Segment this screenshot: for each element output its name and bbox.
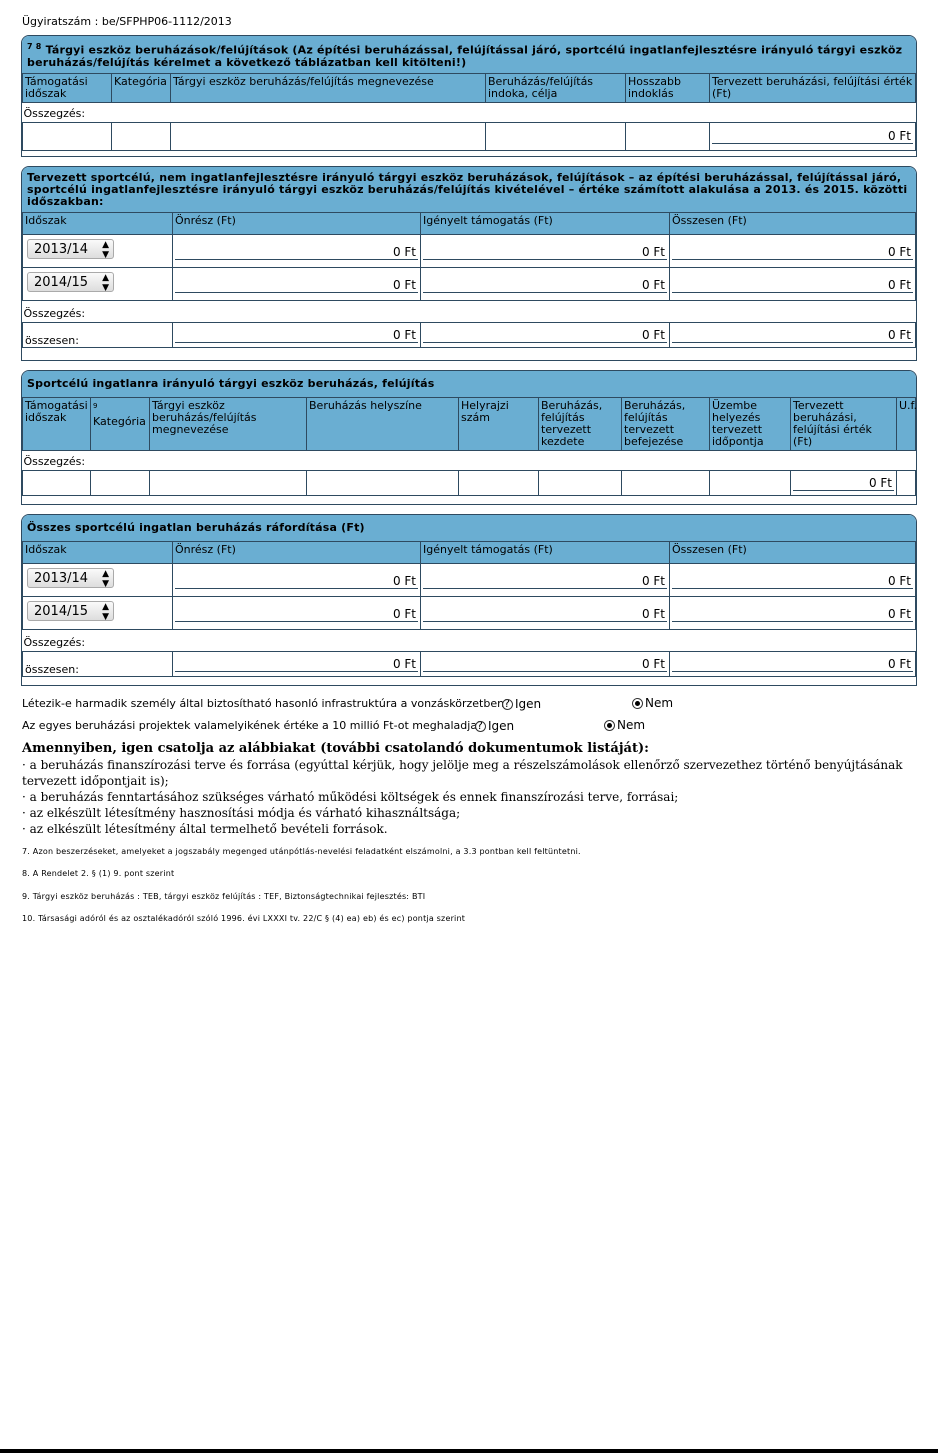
sum-support-value: 0 Ft	[423, 656, 667, 672]
support-field[interactable]	[421, 235, 670, 268]
summary-cell	[622, 471, 710, 496]
col-header: Tervezett beruházási, felújítási érték (Ft)	[791, 398, 897, 451]
q2-no-option[interactable]	[604, 718, 645, 732]
col-header: Támogatási időszak	[23, 73, 112, 102]
sum-total-field[interactable]	[670, 652, 916, 677]
summary-cell	[112, 122, 171, 150]
summary-cell	[23, 122, 112, 150]
section-property-investment	[21, 370, 917, 505]
section-title	[22, 36, 916, 73]
support-value: 0 Ft	[423, 606, 667, 622]
total-field[interactable]	[670, 597, 916, 630]
summary-value: 0 Ft	[793, 475, 894, 491]
table-row	[23, 564, 916, 597]
total-field[interactable]	[670, 564, 916, 597]
sum-total-value: 0 Ft	[672, 656, 913, 672]
col-header: Üzembe helyezés tervezett időpontja	[710, 398, 791, 451]
col-header: Beruházás/felújítás indoka, célja	[486, 73, 626, 102]
question-third-party-infra: Létezik-e harmadik személy által biztosítható hasonló infrastruktúra a vonzáskörzetben?	[22, 697, 510, 710]
attachment-item: · az elkészült létesítmény hasznosítási módja és várható kihasználtsága;	[22, 806, 461, 820]
period-select[interactable]	[27, 568, 114, 588]
footnote-ref: 7 8	[27, 42, 42, 51]
summary-cell	[486, 122, 626, 150]
support-field[interactable]	[421, 564, 670, 597]
period-select[interactable]	[27, 239, 114, 259]
period-select[interactable]	[27, 272, 114, 292]
summary-row	[23, 652, 916, 677]
support-value: 0 Ft	[423, 244, 667, 260]
col-header: Összesen (Ft)	[670, 213, 916, 235]
summary-value: 0 Ft	[712, 128, 913, 144]
attachments-heading: Amennyiben, igen csatolja az alábbiakat (további csatolandó dokumentumok listáját):	[22, 741, 649, 756]
attachment-item: · a beruházás fenntartásához szükséges várható működési költségek és ennek finanszírozási terve, forrásai;	[22, 790, 679, 804]
sum-own-value: 0 Ft	[175, 327, 418, 343]
summary-row	[23, 122, 916, 150]
summary-cell	[23, 471, 91, 496]
total-property-expense-table	[22, 541, 916, 677]
sum-total-value: 0 Ft	[672, 327, 913, 343]
sum-total-field[interactable]	[670, 323, 916, 348]
summary-label: Összegzés:	[23, 301, 916, 323]
total-value: 0 Ft	[672, 606, 913, 622]
total-field[interactable]	[670, 235, 916, 268]
own-field[interactable]	[173, 235, 421, 268]
updown-icon: ▲ ▼	[102, 273, 109, 293]
own-field[interactable]	[173, 597, 421, 630]
q1-yes-option[interactable]	[502, 697, 541, 711]
support-field[interactable]	[421, 268, 670, 301]
footnote: 9. Tárgyi eszköz beruházás : TEB, tárgyi eszköz felújítás : TEF, Biztonságtechnikai fejlesztés: BTI	[22, 892, 426, 901]
radio-selected-icon[interactable]	[632, 698, 643, 709]
radio-icon[interactable]	[502, 699, 513, 710]
section-asset-investments	[21, 35, 917, 157]
summary-cell	[626, 122, 710, 150]
table-header-row	[23, 213, 916, 235]
question-over-10-million: Az egyes beruházási projektek valamelyikének értéke a 10 millió Ft-ot meghaladja?	[22, 719, 483, 732]
sum-own-field[interactable]	[173, 652, 421, 677]
summary-cell	[897, 471, 916, 496]
sum-support-field[interactable]	[421, 652, 670, 677]
summary-row	[23, 471, 916, 496]
col-header: Időszak	[23, 213, 173, 235]
summary-value-field[interactable]	[710, 122, 916, 150]
summary-cell	[459, 471, 539, 496]
section-title: Sportcélú ingatlanra irányuló tárgyi eszköz beruházás, felújítás	[22, 371, 916, 397]
period-select-value: 2014/15	[34, 275, 89, 290]
total-label: összesen:	[23, 323, 173, 348]
q2-no-label: Nem	[617, 718, 646, 732]
page-bottom-border	[0, 1449, 938, 1453]
col-header-text: Kategória	[93, 414, 146, 428]
summary-cell	[91, 471, 150, 496]
col-header: Időszak	[23, 542, 173, 564]
summary-cell	[307, 471, 459, 496]
summary-cell	[150, 471, 307, 496]
summary-value-field[interactable]	[791, 471, 897, 496]
table-row	[23, 597, 916, 630]
total-value: 0 Ft	[672, 244, 913, 260]
radio-selected-icon[interactable]	[604, 720, 615, 731]
own-value: 0 Ft	[175, 606, 418, 622]
sum-own-field[interactable]	[173, 323, 421, 348]
updown-icon: ▲ ▼	[102, 602, 109, 622]
q1-yes-label: Igen	[515, 697, 542, 711]
table-row	[23, 235, 916, 268]
section-title-text: Tárgyi eszköz beruházások/felújítások (Az építési beruházással, felújítással járó, sportcélú ingatlanfejlesztésre irányuló tárgyi eszköz beruházás/felújítás kérelmet a következő táblázatban kell kitölteni!)	[27, 43, 903, 69]
footnote: 7. Azon beszerzéseket, amelyeket a jogszabály megenged utánpótlás-nevelési feladatként elszámolni, a 3.3 pontban kell feltüntetni.	[22, 847, 581, 856]
q1-no-label: Nem	[645, 696, 674, 710]
col-header: Helyrajzi szám	[459, 398, 539, 451]
col-header: Beruházás, felújítás tervezett kezdete	[539, 398, 622, 451]
col-header: Összesen (Ft)	[670, 542, 916, 564]
table-row	[23, 268, 916, 301]
property-investment-table	[22, 397, 916, 496]
period-select-value: 2013/14	[34, 571, 89, 586]
radio-icon[interactable]	[475, 721, 486, 732]
period-select-value: 2013/14	[34, 242, 89, 257]
summary-cell	[710, 471, 791, 496]
summary-cell	[171, 122, 486, 150]
summary-row	[23, 323, 916, 348]
section-total-property-expense	[21, 514, 917, 686]
total-value: 0 Ft	[672, 277, 913, 293]
case-number: Ügyiratszám : be/SFPHP06-1112/2013	[22, 15, 232, 28]
table-header-row	[23, 398, 916, 451]
period-cell	[23, 597, 173, 630]
col-header: Önrész (Ft)	[173, 213, 421, 235]
total-field[interactable]	[670, 268, 916, 301]
asset-investments-table	[22, 73, 916, 151]
col-header: Önrész (Ft)	[173, 542, 421, 564]
own-value: 0 Ft	[175, 277, 418, 293]
updown-icon: ▲ ▼	[102, 569, 109, 589]
period-cell	[23, 268, 173, 301]
table-header-row	[23, 73, 916, 102]
q2-yes-option[interactable]	[475, 719, 514, 733]
attachment-item: · a beruházás finanszírozási terve és forrása (egyúttal kérjük, hogy jelölje meg a részelszámolások ellenőrző szervezethez történő benyújtásának tervezett időpontjait is);	[22, 758, 903, 788]
col-header: Beruházás, felújítás tervezett befejezése	[622, 398, 710, 451]
total-label: összesen:	[23, 652, 173, 677]
attachments-block	[22, 741, 922, 837]
updown-icon: ▲ ▼	[102, 240, 109, 260]
sum-support-field[interactable]	[421, 323, 670, 348]
footnote-ref: 9	[93, 402, 98, 410]
summary-label: Összegzés:	[23, 451, 916, 471]
q1-no-option[interactable]	[632, 696, 673, 710]
own-field[interactable]	[173, 564, 421, 597]
support-value: 0 Ft	[423, 277, 667, 293]
col-header: Kategória	[112, 73, 171, 102]
support-value: 0 Ft	[423, 573, 667, 589]
period-cell	[23, 564, 173, 597]
section-title: Tervezett sportcélú, nem ingatlanfejlesztésre irányuló tárgyi eszköz beruházások, felújítások – az építési beruházással, felújítással járó, sportcélú ingatlanfejlesztésre irányuló tárgyi eszköz beruházás/felújítás kivételével – értéke számított alakulása a 2013. és 2015. közötti időszakban:	[22, 167, 916, 212]
footnote: 10. Társasági adóról és az osztalékadóról szóló 1996. évi LXXXI tv. 22/C § (4) ea) eb) és ec) pontja szerint	[22, 914, 466, 923]
q2-yes-label: Igen	[488, 719, 515, 733]
summary-cell	[539, 471, 622, 496]
period-select-value: 2014/15	[34, 604, 89, 619]
own-value: 0 Ft	[175, 573, 418, 589]
col-header: Beruházás helyszíne	[307, 398, 459, 451]
col-header	[91, 398, 150, 451]
col-header: Támogatási időszak	[23, 398, 91, 451]
sum-own-value: 0 Ft	[175, 656, 418, 672]
own-field[interactable]	[173, 268, 421, 301]
planned-non-property-table	[22, 212, 916, 348]
attachment-item: · az elkészült létesítmény által termelhető bevételi források.	[22, 822, 388, 836]
summary-label: Összegzés:	[23, 630, 916, 652]
sum-support-value: 0 Ft	[423, 327, 667, 343]
col-header: Igényelt támogatás (Ft)	[421, 213, 670, 235]
col-header: Tervezett beruházási, felújítási érték (Ft)	[710, 73, 916, 102]
period-cell	[23, 235, 173, 268]
col-header: Igényelt támogatás (Ft)	[421, 542, 670, 564]
col-header: Tárgyi eszköz beruházás/felújítás megnevezése	[171, 73, 486, 102]
col-header: Tárgyi eszköz beruházás/felújítás megnevezése	[150, 398, 307, 451]
summary-label: Összegzés:	[23, 102, 916, 122]
total-value: 0 Ft	[672, 573, 913, 589]
section-title: Összes sportcélú ingatlan beruházás ráfordítása (Ft)	[22, 515, 916, 541]
period-select[interactable]	[27, 601, 114, 621]
footnote: 8. A Rendelet 2. § (1) 9. pont szerint	[22, 869, 175, 878]
col-header: U.f.	[897, 398, 916, 451]
support-field[interactable]	[421, 597, 670, 630]
table-header-row	[23, 542, 916, 564]
own-value: 0 Ft	[175, 244, 418, 260]
col-header: Hosszabb indoklás	[626, 73, 710, 102]
section-planned-non-property	[21, 166, 917, 361]
